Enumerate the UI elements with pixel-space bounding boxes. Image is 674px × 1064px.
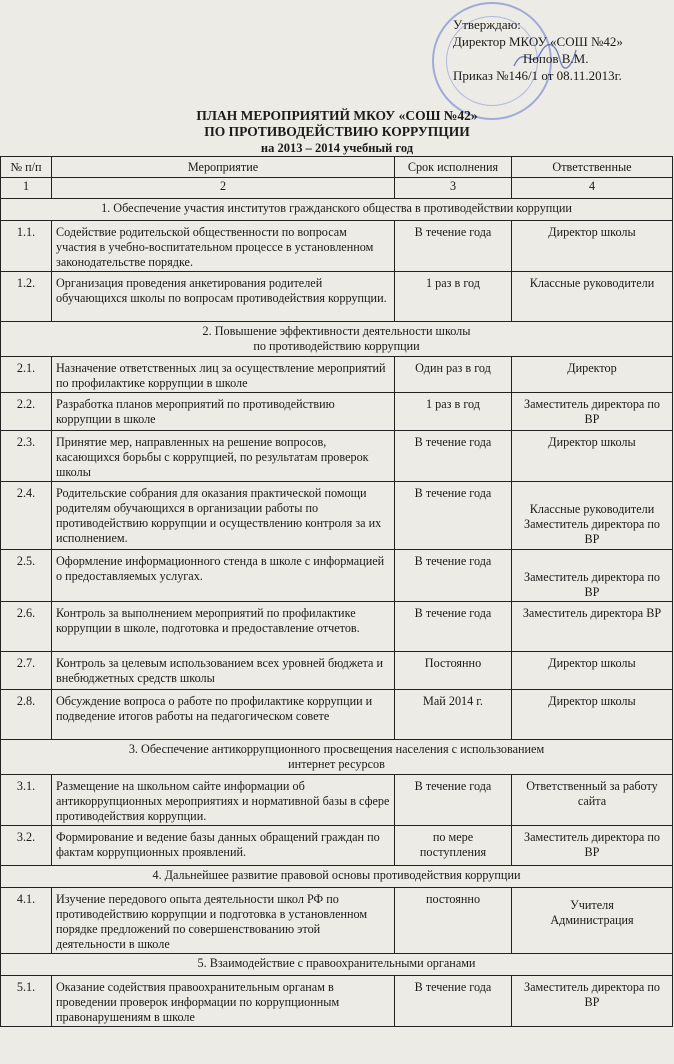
section-title: 5. Взаимодействие с правоохранительными органами (1, 954, 673, 976)
approval-block (453, 16, 668, 84)
title-line-2: ПО ПРОТИВОДЕЙСТВИЮ КОРРУПЦИИ (204, 124, 470, 139)
row-number: 1.2. (1, 272, 52, 322)
row-term: 1 раз в год (395, 272, 512, 322)
section-row (1, 740, 673, 775)
row-task: Обсуждение вопроса о работе по профилактике коррупции и подведение итогов работы на педагогическом совете (52, 690, 395, 740)
row-task: Контроль за целевым использованием всех уровней бюджета и внебюджетных средств школы (52, 652, 395, 690)
table-row (1, 357, 673, 393)
column-number: 3 (395, 178, 512, 199)
row-responsible (512, 888, 673, 954)
row-number: 2.3. (1, 431, 52, 482)
row-task: Содействие родительской общественности по вопросам участия в учебно-воспитательном процессе в установленном законодательстве порядке. (52, 221, 395, 272)
row-responsible: Директор школы (512, 221, 673, 272)
table-row (1, 976, 673, 1027)
section-row (1, 866, 673, 888)
row-number: 1.1. (1, 221, 52, 272)
row-task: Организация проведения анкетирования родителей обучающихся школы по вопросам противодействия коррупции. (52, 272, 395, 322)
row-number: 2.4. (1, 482, 52, 550)
row-number: 2.1. (1, 357, 52, 393)
row-task: Оказание содействия правоохранительным органам в проведении проверок информации по коррупционным правонарушениям в школе (52, 976, 395, 1027)
column-number: 4 (512, 178, 673, 199)
row-task: Родительские собрания для оказания практической помощи родителям обучающихся в организации работы по противодействию коррупции и осуществлению контроля за их исполнением. (52, 482, 395, 550)
approval-signer: Попов В.М. (523, 51, 589, 66)
row-term: Один раз в год (395, 357, 512, 393)
row-number: 2.2. (1, 393, 52, 431)
row-responsible: Заместитель директора по ВР (512, 393, 673, 431)
section-row (1, 199, 673, 221)
row-term: В течение года (395, 550, 512, 602)
section-row (1, 954, 673, 976)
table-row (1, 393, 673, 431)
row-number: 3.2. (1, 826, 52, 866)
row-task: Принятие мер, направленных на решение вопросов, касающихся борьбы с коррупцией, по результатам проверок школы (52, 431, 395, 482)
row-number: 2.5. (1, 550, 52, 602)
responsible-line-1: Учителя (570, 898, 614, 912)
title-line-1: ПЛАН МЕРОПРИЯТИЙ МКОУ «СОШ №42» (196, 108, 478, 123)
table-row (1, 272, 673, 322)
header-number: № п/п (1, 157, 52, 178)
row-number: 3.1. (1, 775, 52, 826)
section-row (1, 322, 673, 357)
row-term: В течение года (395, 221, 512, 272)
row-responsible: Заместитель директора по ВР (512, 976, 673, 1027)
table-row (1, 826, 673, 866)
row-task: Оформление информационного стенда в школе с информацией о предоставляемых услугах. (52, 550, 395, 602)
row-task: Размещение на школьном сайте информации об антикоррупционных мероприятиях и нормативной базы в сфере противодействия коррупции. (52, 775, 395, 826)
row-responsible: Директор (512, 357, 673, 393)
header-task: Мероприятие (52, 157, 395, 178)
section-title-line-2: по противодействию коррупции (253, 339, 420, 353)
responsible-line-2: Администрация (550, 913, 634, 927)
row-term: постоянно (395, 888, 512, 954)
table-row (1, 482, 673, 550)
table-row (1, 221, 673, 272)
row-responsible: Заместитель директора ВР (512, 602, 673, 652)
row-number: 5.1. (1, 976, 52, 1027)
row-responsible: Заместитель директора по ВР (512, 826, 673, 866)
row-number: 4.1. (1, 888, 52, 954)
row-term: 1 раз в год (395, 393, 512, 431)
row-task: Назначение ответственных лиц за осуществление мероприятий по профилактике коррупции в школе (52, 357, 395, 393)
table-row (1, 652, 673, 690)
responsible-line-1: Классные руководители (529, 502, 655, 516)
row-term: Май 2014 г. (395, 690, 512, 740)
row-responsible (512, 482, 673, 550)
table-header-row (1, 157, 673, 178)
column-number: 2 (52, 178, 395, 199)
approval-label: Утверждаю: (453, 17, 521, 32)
row-term: В течение года (395, 431, 512, 482)
approval-order: Приказ №146/1 от 08.11.2013г. (453, 68, 622, 83)
column-number: 1 (1, 178, 52, 199)
row-task: Изучение передового опыта деятельности школ РФ по противодействию коррупции и подготовка в установленном порядке предложений по совершенствованию этой деятельности в школе (52, 888, 395, 954)
row-task: Формирование и ведение базы данных обращений граждан по фактам коррупционных проявлений. (52, 826, 395, 866)
row-number: 2.7. (1, 652, 52, 690)
plan-table (0, 156, 673, 1027)
column-numbers-row (1, 178, 673, 199)
table-row (1, 550, 673, 602)
row-term: по мере поступления (395, 826, 512, 866)
row-term: В течение года (395, 775, 512, 826)
row-number: 2.6. (1, 602, 52, 652)
section-title-line-1: 2. Повышение эффективности деятельности школы (202, 324, 471, 338)
row-responsible: Заместитель директора по ВР (512, 550, 673, 602)
header-term: Срок исполнения (395, 157, 512, 178)
row-term: В течение года (395, 976, 512, 1027)
section-title (1, 322, 673, 357)
row-task: Контроль за выполнением мероприятий по профилактике коррупции в школе, подготовка и предоставление отчетов. (52, 602, 395, 652)
table-row (1, 602, 673, 652)
section-title (1, 740, 673, 775)
section-title: 1. Обеспечение участия институтов гражданского общества в противодействии коррупции (1, 199, 673, 221)
table-row (1, 775, 673, 826)
row-responsible: Директор школы (512, 690, 673, 740)
row-term: В течение года (395, 482, 512, 550)
section-title-line-1: 3. Обеспечение антикоррупционного просвещения населения с использованием (128, 742, 545, 756)
row-responsible: Классные руководители (512, 272, 673, 322)
approval-position: Директор МКОУ «СОШ №42» (453, 34, 623, 49)
row-responsible: Директор школы (512, 652, 673, 690)
row-term: Постоянно (395, 652, 512, 690)
title-year: на 2013 – 2014 учебный год (260, 141, 414, 155)
row-task: Разработка планов мероприятий по противодействию коррупции в школе (52, 393, 395, 431)
section-title-line-2: интернет ресурсов (288, 757, 385, 771)
responsible-line-2: Заместитель директора по ВР (523, 517, 661, 546)
document-title (0, 108, 674, 156)
row-responsible: Директор школы (512, 431, 673, 482)
header-responsible: Ответственные (512, 157, 673, 178)
row-number: 2.8. (1, 690, 52, 740)
row-responsible: Ответственный за работу сайта (512, 775, 673, 826)
table-row (1, 690, 673, 740)
table-row (1, 888, 673, 954)
table-row (1, 431, 673, 482)
row-term: В течение года (395, 602, 512, 652)
section-title: 4. Дальнейшее развитие правовой основы противодействия коррупции (1, 866, 673, 888)
